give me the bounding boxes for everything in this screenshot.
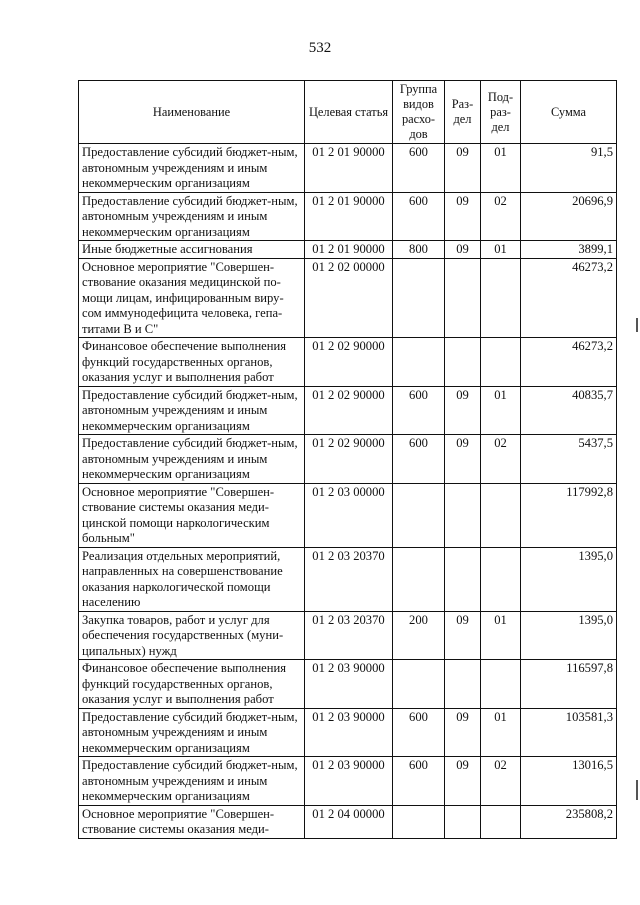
cell-name: Предоставление субсидий бюджет-ным, автономным учреждениям и иным некоммерческим организациям: [79, 192, 305, 241]
cell-section: 09: [445, 386, 481, 435]
cell-sum: 116597,8: [521, 660, 617, 709]
cell-subsection: 01: [481, 241, 521, 259]
cell-sum: 1395,0: [521, 611, 617, 660]
cell-group: [393, 338, 445, 387]
table-row: [79, 708, 617, 757]
cell-subsection: [481, 483, 521, 547]
cell-name: Основное мероприятие "Совершен-ствование оказания медицинской по-мощи лицам, инфицированным виру-сом иммунодефицита человека, гепа-титами В и С": [79, 258, 305, 338]
cell-sum: 235808,2: [521, 805, 617, 838]
cell-sum: 1395,0: [521, 547, 617, 611]
cell-name: Предоставление субсидий бюджет-ным, автономным учреждениям и иным некоммерческим организациям: [79, 386, 305, 435]
cell-name: Иные бюджетные ассигнования: [79, 241, 305, 259]
cell-group: [393, 258, 445, 338]
cell-target: 01 2 02 90000: [305, 435, 393, 484]
cell-sum: 46273,2: [521, 338, 617, 387]
table-row: [79, 611, 617, 660]
cell-subsection: 01: [481, 144, 521, 193]
cell-target: 01 2 01 90000: [305, 241, 393, 259]
table-row: [79, 547, 617, 611]
cell-subsection: [481, 338, 521, 387]
cell-sum: 20696,9: [521, 192, 617, 241]
cell-group: [393, 805, 445, 838]
cell-sum: 103581,3: [521, 708, 617, 757]
table-row: [79, 241, 617, 259]
cell-subsection: [481, 660, 521, 709]
cell-target: 01 2 04 00000: [305, 805, 393, 838]
table-row: [79, 338, 617, 387]
cell-name: Основное мероприятие "Совершен-ствование системы оказания меди-цинской помощи наркологическим больным": [79, 483, 305, 547]
cell-group: [393, 483, 445, 547]
header-group: Группа видов расхо-дов: [393, 81, 445, 144]
cell-section: [445, 660, 481, 709]
table-row: [79, 660, 617, 709]
cell-group: [393, 660, 445, 709]
cell-name: Основное мероприятие "Совершен-ствование системы оказания меди-: [79, 805, 305, 838]
cell-subsection: 02: [481, 757, 521, 806]
cell-sum: 40835,7: [521, 386, 617, 435]
cell-group: 600: [393, 192, 445, 241]
table-row: [79, 386, 617, 435]
table-row: [79, 435, 617, 484]
cell-sum: 3899,1: [521, 241, 617, 259]
cell-subsection: 01: [481, 386, 521, 435]
table-row: [79, 483, 617, 547]
cell-sum: 13016,5: [521, 757, 617, 806]
cell-subsection: 01: [481, 611, 521, 660]
cell-name: Закупка товаров, работ и услуг для обеспечения государственных (муни-ципальных) нужд: [79, 611, 305, 660]
header-sum: Сумма: [521, 81, 617, 144]
table-body: [79, 144, 617, 839]
cell-target: 01 2 03 00000: [305, 483, 393, 547]
cell-name: Предоставление субсидий бюджет-ным, автономным учреждениям и иным некоммерческим организациям: [79, 757, 305, 806]
cell-target: 01 2 01 90000: [305, 144, 393, 193]
cell-group: 600: [393, 757, 445, 806]
cell-group: 600: [393, 144, 445, 193]
cell-sum: 5437,5: [521, 435, 617, 484]
cell-section: 09: [445, 435, 481, 484]
cell-subsection: 02: [481, 192, 521, 241]
cell-name: Предоставление субсидий бюджет-ным, автономным учреждениям и иным некоммерческим организациям: [79, 708, 305, 757]
cell-section: 09: [445, 192, 481, 241]
cell-sum: 46273,2: [521, 258, 617, 338]
cell-name: Реализация отдельных мероприятий, направленных на совершенствование оказания наркологической помощи населению: [79, 547, 305, 611]
cell-target: 01 2 03 20370: [305, 611, 393, 660]
cell-subsection: 02: [481, 435, 521, 484]
cell-target: 01 2 02 00000: [305, 258, 393, 338]
header-name: Наименование: [79, 81, 305, 144]
cell-group: 200: [393, 611, 445, 660]
scan-edge-mark: [636, 318, 638, 332]
cell-section: 09: [445, 144, 481, 193]
cell-sum: 91,5: [521, 144, 617, 193]
header-subsection: Под-раз-дел: [481, 81, 521, 144]
table-row: [79, 144, 617, 193]
cell-target: 01 2 03 90000: [305, 757, 393, 806]
cell-group: 800: [393, 241, 445, 259]
cell-group: 600: [393, 435, 445, 484]
header-section: Раз-дел: [445, 81, 481, 144]
table-row: [79, 805, 617, 838]
cell-target: 01 2 02 90000: [305, 338, 393, 387]
cell-target: 01 2 02 90000: [305, 386, 393, 435]
cell-section: 09: [445, 611, 481, 660]
cell-section: 09: [445, 757, 481, 806]
cell-group: 600: [393, 386, 445, 435]
cell-target: 01 2 03 90000: [305, 708, 393, 757]
cell-target: 01 2 03 20370: [305, 547, 393, 611]
cell-sum: 117992,8: [521, 483, 617, 547]
cell-subsection: [481, 805, 521, 838]
cell-section: [445, 338, 481, 387]
cell-target: 01 2 01 90000: [305, 192, 393, 241]
cell-name: Предоставление субсидий бюджет-ным, автономным учреждениям и иным некоммерческим организациям: [79, 435, 305, 484]
cell-name: Финансовое обеспечение выполнения функций государственных органов, оказания услуг и выполнения работ: [79, 338, 305, 387]
budget-table: [78, 80, 617, 839]
cell-subsection: [481, 258, 521, 338]
cell-section: 09: [445, 708, 481, 757]
cell-section: [445, 805, 481, 838]
cell-subsection: [481, 547, 521, 611]
table-row: [79, 192, 617, 241]
cell-section: [445, 547, 481, 611]
cell-section: 09: [445, 241, 481, 259]
scan-edge-mark: [636, 780, 638, 800]
cell-group: [393, 547, 445, 611]
cell-subsection: 01: [481, 708, 521, 757]
table-row: [79, 258, 617, 338]
cell-name: Финансовое обеспечение выполнения функций государственных органов, оказания услуг и выполнения работ: [79, 660, 305, 709]
table-row: [79, 757, 617, 806]
cell-section: [445, 258, 481, 338]
cell-name: Предоставление субсидий бюджет-ным, автономным учреждениям и иным некоммерческим организациям: [79, 144, 305, 193]
cell-group: 600: [393, 708, 445, 757]
table-header-row: [79, 81, 617, 144]
cell-section: [445, 483, 481, 547]
cell-target: 01 2 03 90000: [305, 660, 393, 709]
header-target: Целевая статья: [305, 81, 393, 144]
page-number: 532: [308, 40, 332, 56]
